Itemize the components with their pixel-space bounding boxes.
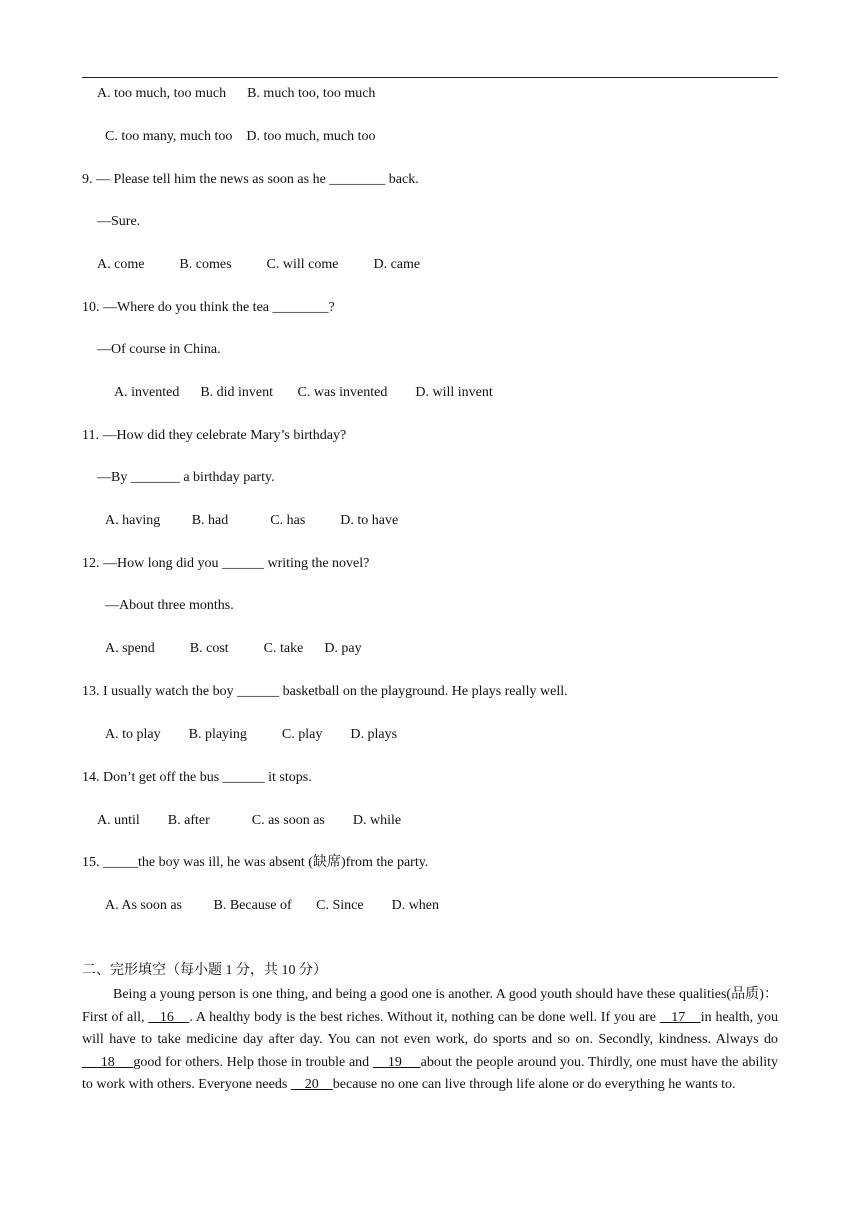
passage-text-5: about the people around you. Thirdly, one must have the ability to work with others. Everyone needs bbox=[82, 1054, 779, 1093]
cloze-passage bbox=[82, 984, 778, 1097]
q10-reply: —Of course in China. bbox=[97, 342, 221, 357]
q10-stem: 10. —Where do you think the tea ________? bbox=[82, 300, 335, 315]
q8-options-line2: C. too many, much too D. too much, much too bbox=[105, 129, 376, 144]
blank-18: 18 bbox=[82, 1054, 134, 1070]
passage-text-6: because no one can live through life alone or do everything he wants to. bbox=[332, 1077, 736, 1093]
q13-options: A. to play B. playing C. play D. plays bbox=[105, 727, 398, 742]
passage-text-4: good for others. Help those in trouble and bbox=[133, 1054, 373, 1070]
blank-16: 16 bbox=[148, 1009, 190, 1025]
q14-options: A. until B. after C. as soon as D. while bbox=[97, 813, 402, 828]
passage-text-3: in health, you will have to take medicine day after day. You can not even work, do sports and so on. Secondly, kindness. Always do bbox=[82, 1009, 778, 1048]
q12-reply: —About three months. bbox=[105, 598, 234, 613]
q15-options: A. As soon as B. Because of C. Since D. when bbox=[105, 898, 440, 913]
header-rule bbox=[82, 77, 778, 78]
q10-options: A. invented B. did invent C. was invented D. will invent bbox=[114, 385, 493, 400]
blank-19: 19 bbox=[372, 1054, 421, 1070]
q11-options: A. having B. had C. has D. to have bbox=[105, 513, 399, 528]
q9-reply: —Sure. bbox=[97, 214, 141, 229]
q15-stem: 15. _____the boy was ill, he was absent (缺席)from the party. bbox=[82, 855, 429, 870]
q11-stem: 11. —How did they celebrate Mary’s birthday? bbox=[82, 428, 347, 443]
q11-reply: —By _______ a birthday party. bbox=[97, 470, 275, 485]
q12-stem: 12. —How long did you ______ writing the novel? bbox=[82, 556, 370, 571]
blank-20: 20 bbox=[290, 1077, 333, 1093]
q13-stem: 13. I usually watch the boy ______ basketball on the playground. He plays really well. bbox=[82, 684, 568, 699]
blank-17: 17 bbox=[659, 1009, 701, 1025]
passage-text-2: . A healthy body is the best riches. Without it, nothing can be done well. If you are bbox=[189, 1009, 660, 1025]
q8-options-line1: A. too much, too much B. much too, too much bbox=[97, 86, 376, 101]
section-title: 二、完形填空（每小题 1 分，共 10 分） bbox=[82, 963, 327, 978]
passage-text-1: Being a young person is one thing, and being a good one is another. A good youth should have these qualities(品质)：First of all, bbox=[82, 987, 778, 1025]
q14-stem: 14. Don’t get off the bus ______ it stops. bbox=[82, 770, 312, 785]
q9-stem: 9. — Please tell him the news as soon as he ________ back. bbox=[82, 172, 419, 187]
q9-options: A. come B. comes C. will come D. came bbox=[97, 257, 421, 272]
q12-options: A. spend B. cost C. take D. pay bbox=[105, 641, 362, 656]
